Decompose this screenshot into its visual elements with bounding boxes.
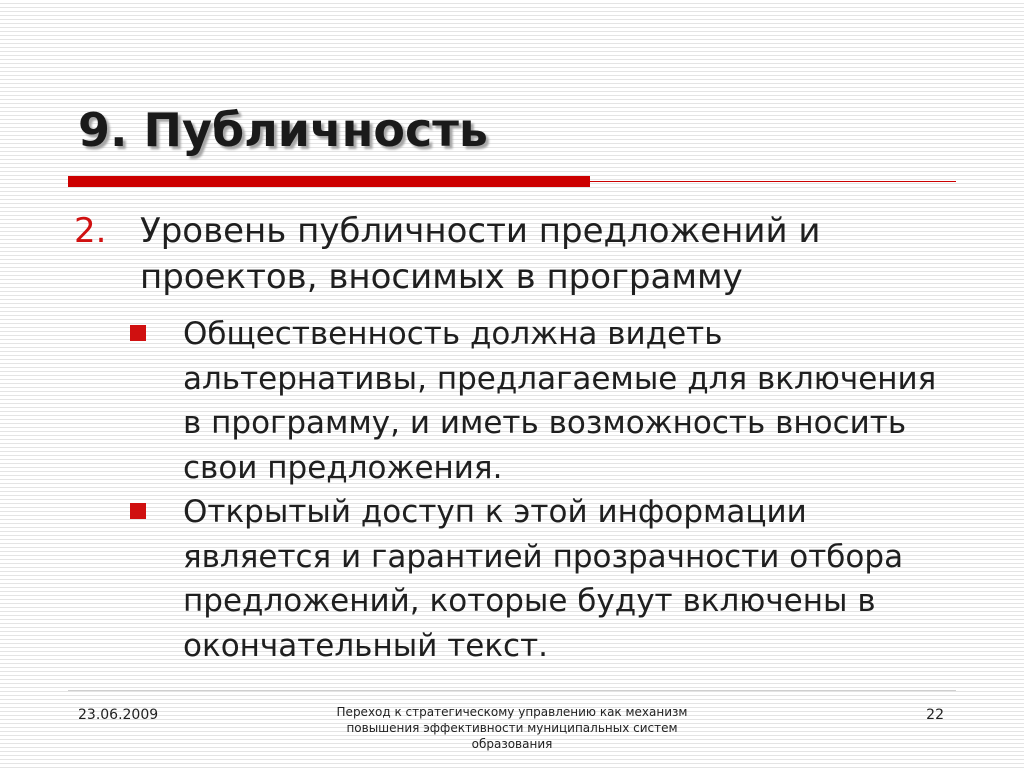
square-bullet-icon [130, 503, 146, 519]
square-bullet-icon [130, 325, 146, 341]
footer-divider [68, 690, 956, 691]
bullet-text: Общественность должна видеть альтернативы, предлагаемые для включения в программу, и иметь возможность вносить свои предложения. [183, 316, 937, 486]
item-number: 2. [74, 211, 107, 251]
title-underline-bar [68, 176, 590, 187]
item-text: Уровень публичности предложений и проектов, вносимых в программу [140, 211, 821, 297]
title-underline-rule [590, 181, 956, 182]
footer-caption: Переход к стратегическому управлению как механизм повышения эффективности муниципальных систем образования [336, 705, 688, 751]
footer-date: 23.06.2009 [78, 707, 159, 723]
bullet-text: Открытый доступ к этой информации является и гарантией прозрачности отбора предложений, которые будут включены в окончательный текст. [183, 494, 904, 664]
page-number: 22 [926, 707, 944, 723]
slide-title: 9. Публичность [78, 103, 489, 157]
